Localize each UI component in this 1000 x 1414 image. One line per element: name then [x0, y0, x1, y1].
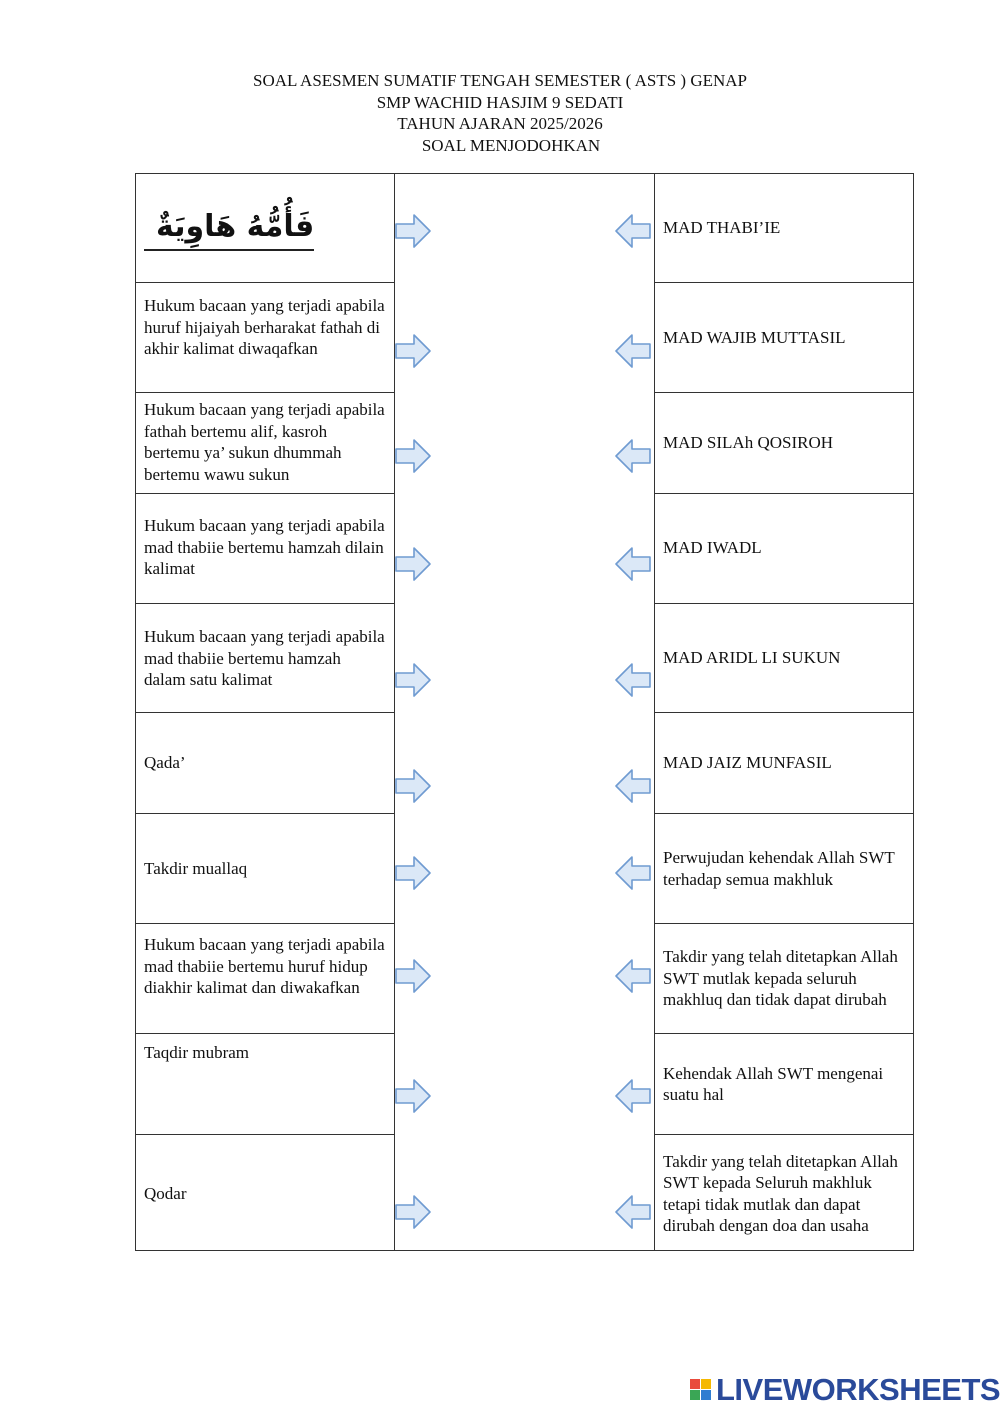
left-cell-text: فَأُمُّهُ هَاوِيَةٌ [144, 205, 314, 251]
header-section: SOAL MENJODOHKAN [421, 135, 601, 155]
left-cell [136, 494, 394, 604]
left-cell-text: Hukum bacaan yang terjadi apabila mad thabiie bertemu hamzah dalam satu kalimat [144, 627, 385, 689]
right-arrow-icon [394, 213, 432, 249]
right-cell-text: MAD ARIDL LI SUKUN [663, 648, 841, 668]
left-cell-text: Qada’ [144, 753, 186, 773]
left-cell [136, 174, 394, 283]
left-cell [136, 1034, 394, 1135]
right-cell [655, 814, 913, 924]
left-arrow-icon [614, 213, 652, 249]
right-cell-text: Kehendak Allah SWT mengenai suatu hal [663, 1063, 884, 1104]
left-arrow-icon [614, 958, 652, 994]
left-cell [136, 604, 394, 713]
right-cell-text: MAD IWADL [663, 538, 762, 557]
left-cell [136, 393, 394, 494]
left-column [135, 173, 395, 1251]
left-arrow-icon [614, 768, 652, 804]
right-cell [655, 174, 913, 283]
right-cell [655, 713, 913, 814]
left-arrow-icon [614, 546, 652, 582]
right-arrow-icon [394, 662, 432, 698]
left-arrow-icon [614, 438, 652, 474]
logo-mark-icon [690, 1379, 712, 1401]
answer-column [394, 173, 655, 1251]
worksheet-header [0, 70, 1000, 156]
header-year: TAHUN AJARAN 2025/2026 [397, 114, 603, 133]
right-cell-text: Perwujudan kehendak Allah SWT terhadap semua makhluk [663, 848, 895, 889]
right-arrow-icon [394, 958, 432, 994]
right-cell-text: MAD SILAh QOSIROH [663, 433, 834, 453]
right-cell-text: MAD THABI’IE [663, 218, 781, 238]
left-cell-text: Taqdir mubram [144, 1043, 250, 1062]
left-cell-text: Takdir muallaq [144, 858, 248, 878]
left-arrow-icon [614, 855, 652, 891]
left-arrow-icon [614, 662, 652, 698]
right-arrow-icon [394, 546, 432, 582]
left-arrow-icon [614, 1078, 652, 1114]
right-cell [655, 393, 913, 494]
right-arrow-icon [394, 1078, 432, 1114]
left-cell [136, 1135, 394, 1252]
left-cell [136, 814, 394, 924]
brand-name: LIVEWORKSHEETS [716, 1372, 1000, 1407]
right-cell-text: Takdir yang telah ditetapkan Allah SWT kepada Seluruh makhluk tetapi tidak mutlak dan dapat dirubah dengan doa dan usaha [663, 1151, 898, 1235]
left-cell [136, 283, 394, 393]
left-cell-text: Hukum bacaan yang terjadi apabila huruf hijaiyah berharakat fathah di akhir kalimat diwaqafkan [144, 296, 385, 358]
right-cell-text: Takdir yang telah ditetapkan Allah SWT mutlak kepada seluruh makhluq dan tidak dapat dirubah [663, 947, 898, 1010]
right-arrow-icon [394, 768, 432, 804]
right-cell-text: MAD WAJIB MUTTASIL [663, 327, 846, 347]
left-cell-text: Qodar [144, 1183, 187, 1203]
left-cell-text: Hukum bacaan yang terjadi apabila mad thabiie bertemu huruf hidup diakhir kalimat dan diwakafkan [144, 935, 385, 997]
right-arrow-icon [394, 855, 432, 891]
right-arrow-icon [394, 438, 432, 474]
right-arrow-icon [394, 333, 432, 369]
header-title: SOAL ASESMEN SUMATIF TENGAH SEMESTER ( ASTS ) GENAP [252, 71, 747, 90]
matching-table [135, 173, 914, 1251]
left-cell-text: Hukum bacaan yang terjadi apabila mad thabiie bertemu hamzah dilain kalimat [144, 516, 385, 578]
right-cell [655, 494, 913, 604]
left-cell-text: Hukum bacaan yang terjadi apabila fathah bertemu alif, kasroh bertemu ya’ sukun dhummah bertemu wawu sukun [144, 400, 385, 484]
left-arrow-icon [614, 1194, 652, 1230]
right-arrow-icon [394, 1194, 432, 1230]
header-school: SMP WACHID HASJIM 9 SEDATI [376, 92, 624, 112]
right-cell [655, 1034, 913, 1135]
right-cell [655, 283, 913, 393]
right-cell-text: MAD JAIZ MUNFASIL [663, 753, 832, 773]
right-cell [655, 924, 913, 1034]
right-cell [655, 604, 913, 713]
liveworksheets-logo [690, 1373, 1000, 1407]
left-cell [136, 713, 394, 814]
right-column [654, 173, 914, 1251]
left-cell [136, 924, 394, 1034]
right-cell [655, 1135, 913, 1252]
left-arrow-icon [614, 333, 652, 369]
